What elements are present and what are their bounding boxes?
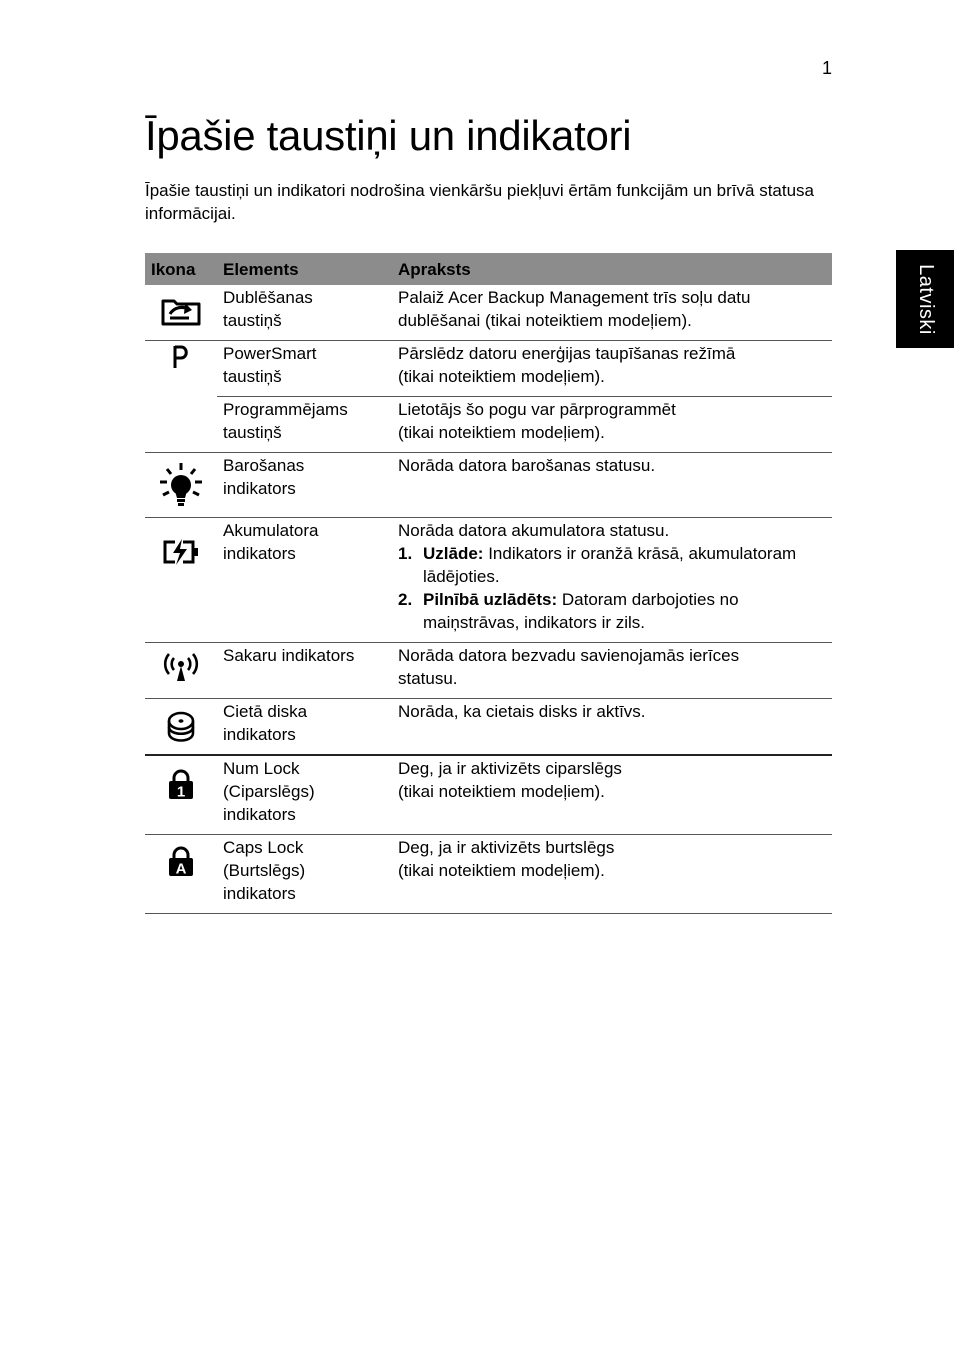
battery-charge-icon	[161, 538, 201, 566]
description-cell	[392, 518, 832, 643]
backup-icon	[159, 293, 203, 327]
table-row	[145, 397, 832, 453]
icon-cell	[145, 699, 217, 756]
element-line: indikators	[223, 544, 296, 563]
element-cell	[217, 285, 392, 341]
list-text: lādējoties.	[423, 567, 500, 586]
description-line: Norāda datora bezvadu savienojamās ierīces	[398, 646, 740, 665]
element-cell	[217, 835, 392, 914]
table-row	[145, 643, 832, 699]
element-cell	[217, 341, 392, 397]
description-line: Pārslēdz datoru enerģijas taupīšanas režīmā	[398, 344, 736, 363]
icon-cell	[145, 453, 217, 518]
element-line: Num Lock	[223, 759, 300, 778]
list-item	[398, 588, 826, 634]
description-cell	[392, 341, 832, 397]
element-line: taustiņš	[223, 367, 282, 386]
caps-lock-icon	[167, 845, 195, 877]
list-text: maiņstrāvas, indikators ir zils.	[423, 613, 646, 632]
description-line: (tikai noteiktiem modeļiem).	[398, 782, 605, 801]
description-line: Norāda datora akumulatora statusu.	[398, 521, 670, 540]
list-number: 1.	[398, 544, 413, 563]
hard-disk-icon	[165, 711, 197, 743]
element-line: Caps Lock	[223, 838, 304, 857]
description-cell	[392, 643, 832, 699]
icon-cell	[145, 341, 217, 453]
table-row	[145, 699, 832, 756]
num-lock-icon	[167, 768, 195, 800]
element-cell	[217, 699, 392, 756]
element-line: taustiņš	[223, 311, 282, 330]
description-line: Lietotājs šo pogu var pārprogrammēt	[398, 400, 676, 419]
list-text: Indikators ir oranžā krāsā, akumulatoram	[483, 544, 797, 563]
description-line: Palaiž Acer Backup Management trīs soļu datu	[398, 288, 751, 307]
caps-lock-glyph: A	[175, 860, 187, 877]
list-text: Datoram darbojoties no	[557, 590, 739, 609]
page-title: Īpašie taustiņi un indikatori	[145, 112, 632, 159]
power-lightbulb-icon	[157, 462, 205, 512]
description-line: (tikai noteiktiem modeļiem).	[398, 423, 605, 442]
language-side-tab	[896, 250, 954, 348]
icon-cell	[145, 643, 217, 699]
description-line: Norāda, ka cietais disks ir aktīvs.	[398, 702, 646, 721]
page-number: 1	[821, 58, 832, 78]
description-cell	[392, 755, 832, 835]
language-side-tab-label: Latviski	[914, 263, 937, 335]
list-number: 2.	[398, 590, 413, 609]
list-label: Uzlāde:	[423, 544, 484, 563]
header-description: Apraksts	[392, 253, 832, 285]
element-cell	[217, 643, 392, 699]
element-line: indikators	[223, 884, 296, 903]
description-cell	[392, 397, 832, 453]
table-row	[145, 285, 832, 341]
description-line: Deg, ja ir aktivizēts burtslēgs	[398, 838, 615, 857]
description-line: dublēšanai (tikai noteiktiem modeļiem).	[398, 311, 692, 330]
element-line: (Burtslēgs)	[223, 861, 306, 880]
description-cell	[392, 835, 832, 914]
element-line: indikators	[223, 479, 296, 498]
table-row	[145, 835, 832, 914]
table-row	[145, 518, 832, 643]
keys-indicators-table	[145, 253, 832, 914]
table-row	[145, 453, 832, 518]
description-line: Deg, ja ir aktivizēts ciparslēgs	[398, 759, 622, 778]
description-line: (tikai noteiktiem modeļiem).	[398, 367, 605, 386]
element-line: PowerSmart	[223, 344, 317, 363]
element-cell	[217, 518, 392, 643]
element-line: (Ciparslēgs)	[223, 782, 315, 801]
element-line: Barošanas	[223, 456, 305, 475]
element-line: indikators	[223, 725, 296, 744]
description-line: statusu.	[398, 669, 458, 688]
icon-cell	[145, 835, 217, 914]
element-line: indikators	[223, 805, 296, 824]
intro-paragraph: Īpašie taustiņi un indikatori nodrošina vienkāršu piekļuvi ērtām funkcijām un brīvā statusa informācijai.	[145, 181, 815, 223]
element-line: Programmējams	[223, 400, 348, 419]
header-elements: Elements	[217, 253, 392, 285]
header-icon: Ikona	[145, 253, 217, 285]
icon-cell	[145, 755, 217, 835]
wireless-antenna-icon	[161, 652, 201, 682]
powersmart-p-icon	[171, 344, 191, 370]
list-label: Pilnībā uzlādēts:	[423, 590, 558, 609]
description-line: Norāda datora barošanas statusu.	[398, 456, 656, 475]
element-line: Akumulatora	[223, 521, 319, 540]
table-row	[145, 755, 832, 835]
description-cell	[392, 699, 832, 756]
description-cell	[392, 285, 832, 341]
element-cell	[217, 453, 392, 518]
element-line: Cietā diska	[223, 702, 308, 721]
list-item	[398, 542, 826, 588]
element-cell	[217, 755, 392, 835]
description-line: (tikai noteiktiem modeļiem).	[398, 861, 605, 880]
element-line: Sakaru indikators	[223, 646, 355, 665]
element-line: taustiņš	[223, 423, 282, 442]
battery-status-list	[398, 542, 826, 634]
icon-cell	[145, 518, 217, 643]
element-cell	[217, 397, 392, 453]
num-lock-glyph: 1	[176, 783, 186, 800]
description-cell	[392, 453, 832, 518]
table-header-row	[145, 253, 832, 285]
element-line: Dublēšanas	[223, 288, 313, 307]
table-row	[145, 341, 832, 397]
icon-cell	[145, 285, 217, 341]
